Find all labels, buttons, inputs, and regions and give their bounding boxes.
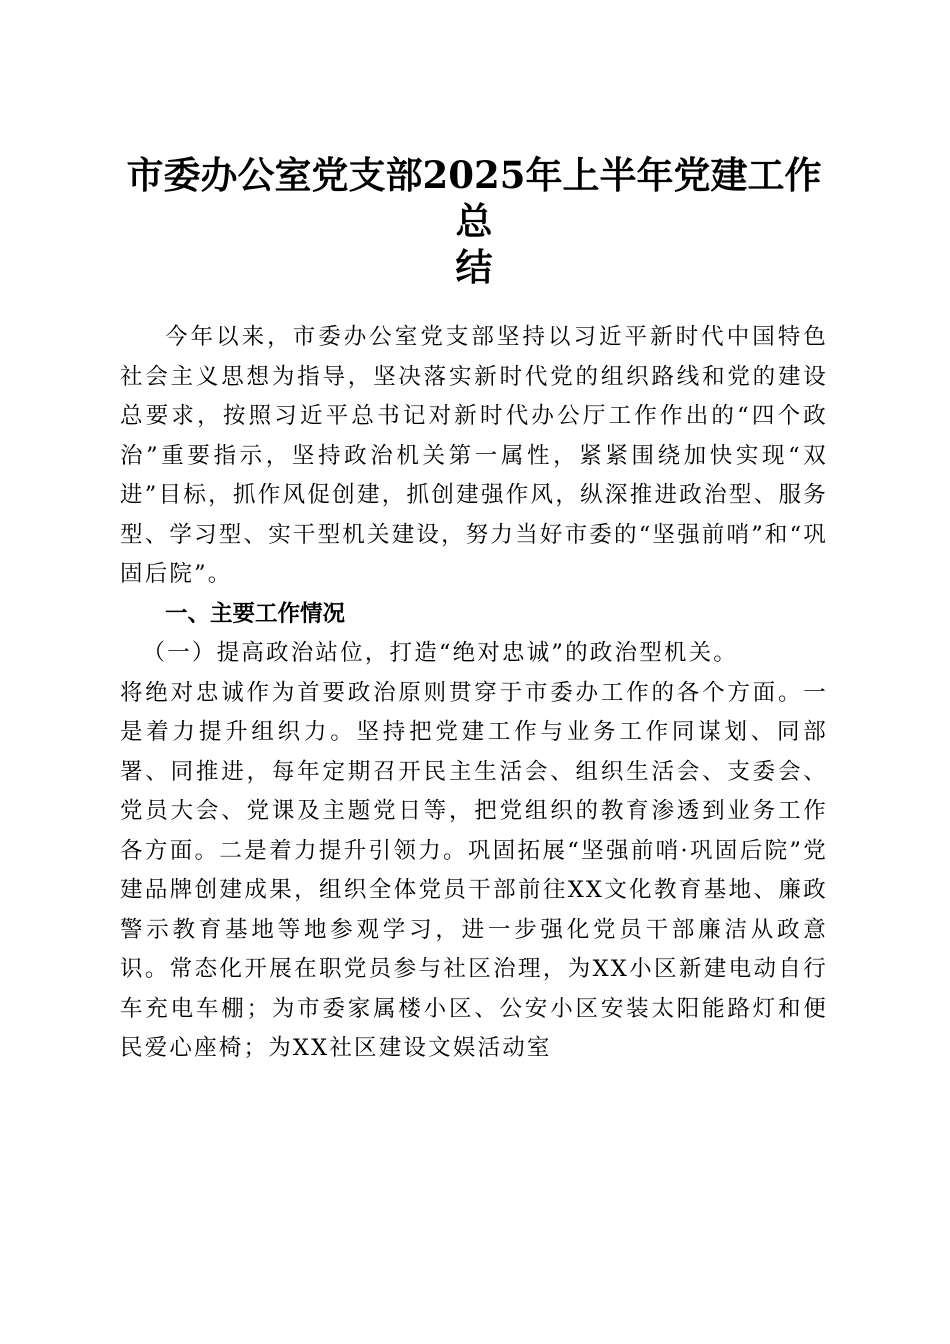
title-line-1: 市委办公室党支部2025年上半年党建工作总 — [126, 153, 822, 243]
document-body — [120, 318, 828, 1069]
document-title — [118, 152, 830, 290]
title-line-2: 结 — [455, 245, 493, 289]
subsection-heading: （一）提高政治站位，打造“绝对忠诚”的政治型机关。 — [142, 640, 739, 666]
subsection-paragraph: 将绝对忠诚作为首要政治原则贯穿于市委办工作的各个方面。一是着力提升组织力。坚持把党建工作与业务工作同谋划、同部署、同推进，每年定期召开民主生活会、组织生活会、支委会、党员大会、党课及主题党日等，把党组织的教育渗透到业务工作各方面。二是着力提升引领力。巩固拓展“坚强前哨·巩固后院”党建品牌创建成果，组织全体党员干部前往XX文化教育基地、廉政警示教育基地等地参观学习，进一步强化党员干部廉洁从政意识。常态化开展在职党员参与社区治理，为XX小区新建电动自行车充电车棚；为市委家属楼小区、公安小区安装太阳能路灯和便民爱心座椅；为XX社区建设文娱活动室 — [120, 679, 828, 1061]
intro-paragraph: 今年以来，市委办公室党支部坚持以习近平新时代中国特色社会主义思想为指导，坚决落实新时代党的组织路线和党的建设总要求，按照习近平总书记对新时代办公厅工作作出的“四个政治”重要指示，坚持政治机关第一属性，紧紧围绕加快实现“双进”目标，抓作风促创建，抓创建强作风，纵深推进政治型、服务型、学习型、实干型机关建设，努力当好市委的“坚强前哨”和“巩固后院”。 — [120, 324, 829, 587]
section-heading: 一、主要工作情况 — [165, 600, 346, 627]
